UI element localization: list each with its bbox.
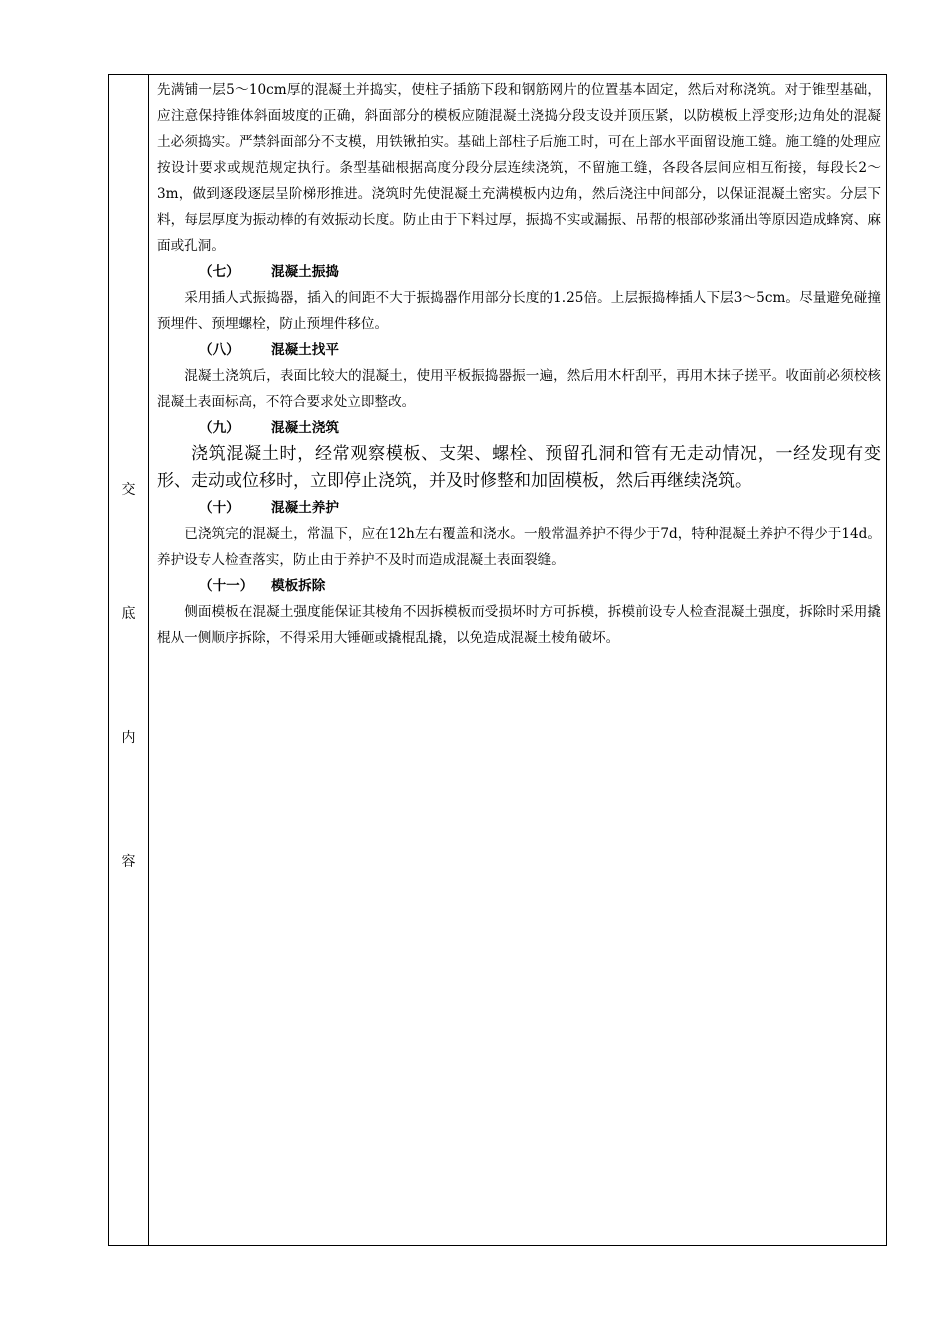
section-number: （十）: [199, 500, 240, 516]
section-body-8: 混凝土浇筑后，表面比较大的混凝土，使用平板振捣器振一遍，然后用木杆刮平，再用木抹子搓平。收面前必须校核混凝土表面标高，不符合要求处立即整改。: [157, 368, 881, 410]
label-char-rong: 容: [121, 854, 136, 870]
section-heading-8: [157, 337, 881, 363]
section-number: （八）: [199, 342, 240, 358]
section-number: （七）: [199, 264, 240, 280]
disclosure-table: [108, 74, 887, 1246]
section-title: 模板拆除: [271, 578, 326, 594]
section-title: 混凝土找平: [271, 342, 339, 358]
section-heading-7: [157, 259, 881, 285]
section-title: 混凝土养护: [271, 500, 339, 516]
label-char-jiao: 交: [121, 482, 136, 498]
section-heading-9: [157, 415, 881, 441]
label-char-nei: 内: [121, 730, 136, 746]
section-title: 混凝土浇筑: [271, 420, 339, 436]
section-number: （十一）: [199, 578, 254, 594]
section-body-11: 侧面模板在混凝土强度能保证其棱角不因拆模板而受损坏时方可拆模，拆模前设专人检查混凝土强度，拆除时采用撬棍从一侧顺序拆除，不得采用大锤砸或撬棍乱撬，以免造成混凝土棱角破坏。: [157, 604, 881, 646]
label-char-di: 底: [121, 606, 136, 622]
label-column: [109, 75, 149, 1245]
section-number: （九）: [199, 420, 240, 436]
section-body-9: 浇筑混凝土时，经常观察模板、支架、螺栓、预留孔洞和管有无走动情况，一经发现有变形、走动或位移时，立即停止浇筑，并及时修整和加固模板，然后再继续浇筑。: [157, 444, 881, 491]
section-body-10: 已浇筑完的混凝土，常温下，应在12h左右覆盖和浇水。一般常温养护不得少于7d，特种混凝土养护不得少于14d。养护设专人检查落实，防止由于养护不及时而造成混凝土表面裂缝。: [157, 526, 881, 568]
section-heading-11: [157, 573, 881, 599]
section-heading-10: [157, 495, 881, 521]
section-body-7: 采用插人式振捣器，插入的间距不大于振捣器作用部分长度的1.25倍。上层振捣棒插人下层3～5cm。尽量避免碰撞预埋件、预埋螺栓，防止预埋件移位。: [157, 290, 881, 332]
section-title: 混凝土振捣: [271, 264, 339, 280]
content-cell: [157, 77, 881, 651]
intro-paragraph: 先满铺一层5～10cm厚的混凝土并捣实，使柱子插筋下段和钢筋网片的位置基本固定，然后对称浇筑。对于锥型基础，应注意保持锥体斜面坡度的正确，斜面部分的模板应随混凝土浇捣分段支设并顶压紧，以防模板上浮变形;边角处的混凝土必须捣实。严禁斜面部分不支模，用铁锹拍实。基础上部柱子后施工时，可在上部水平面留设施工缝。施工缝的处理应按设计要求或规范规定执行。条型基础根据高度分段分层连续浇筑，不留施工缝，各段各层间应相互衔接，每段长2～3m，做到逐段逐层呈阶梯形推进。浇筑时先使混凝土充满模板内边角，然后浇注中间部分，以保证混凝土密实。分层下料，每层厚度为振动棒的有效振动长度。防止由于下料过厚，振捣不实或漏振、吊帮的根部砂浆涌出等原因造成蜂窝、麻面或孔洞。: [157, 82, 881, 254]
